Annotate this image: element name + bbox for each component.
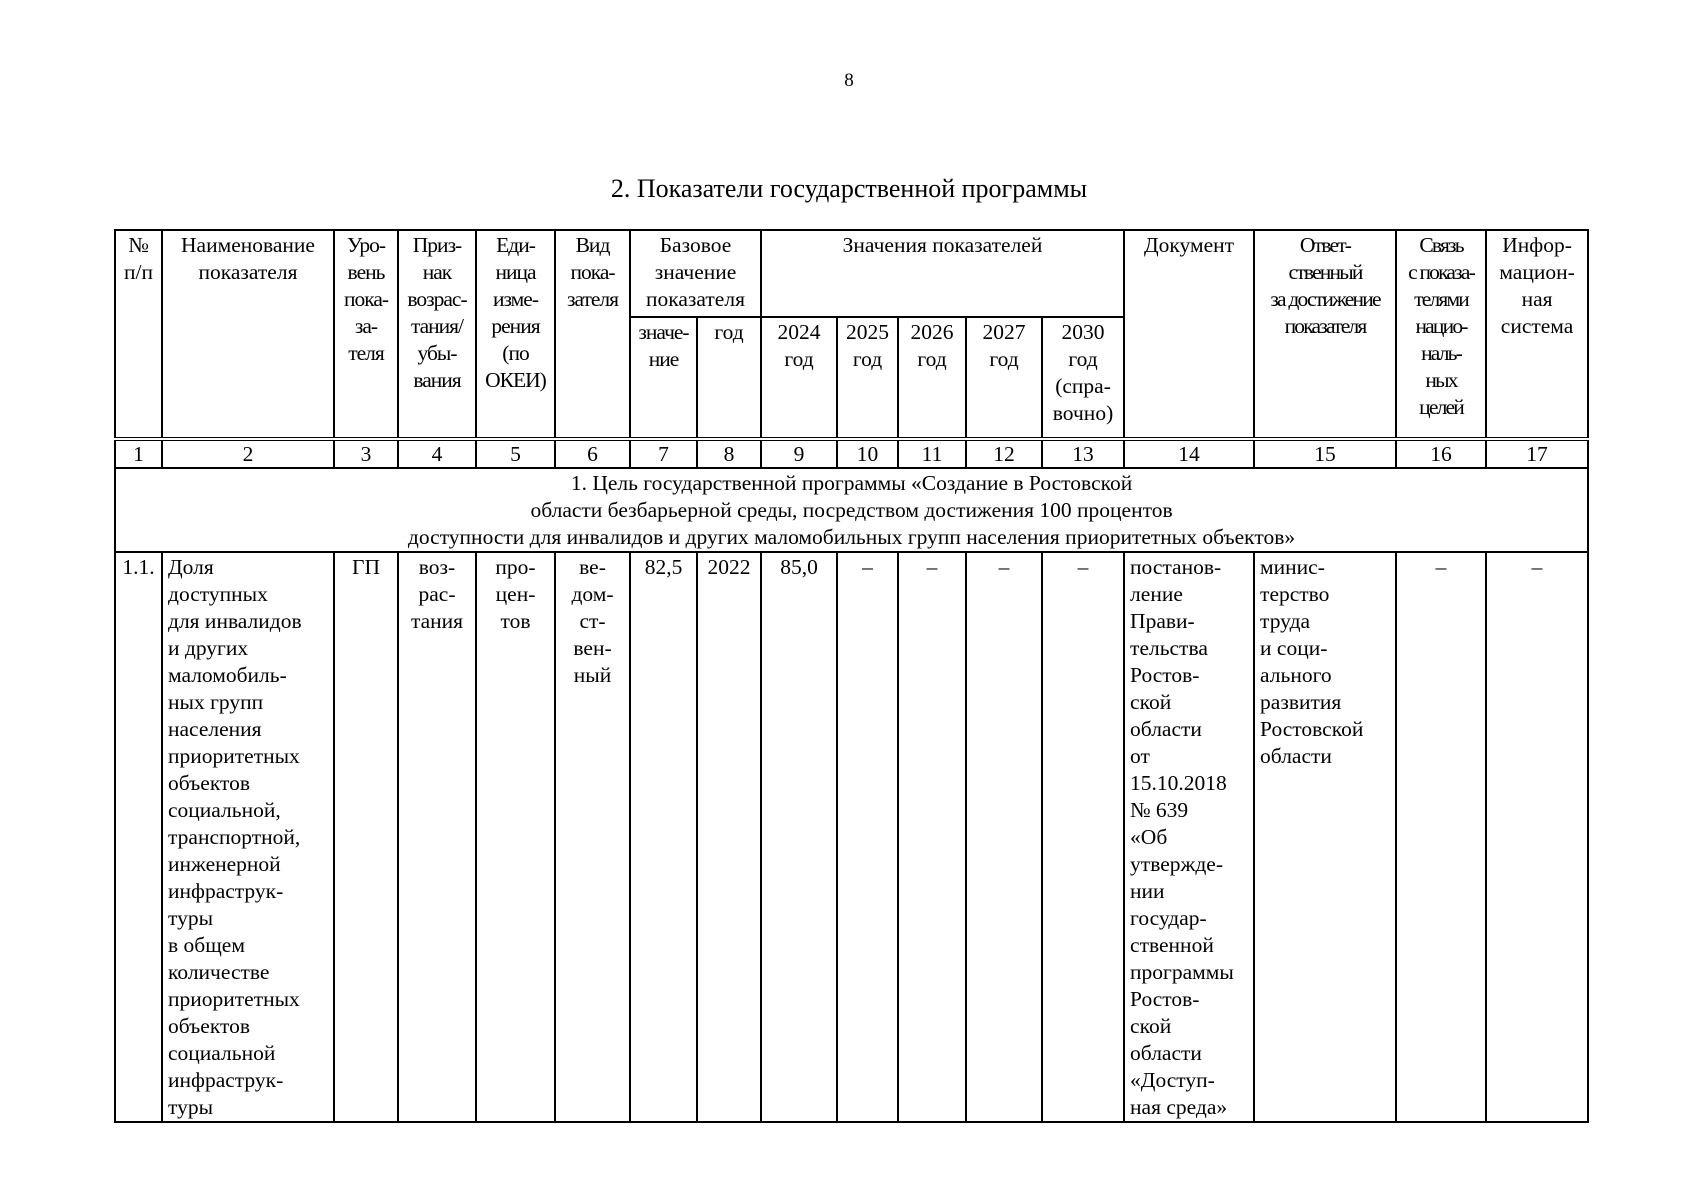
header-year-2030: 2030 год (спра- вочно)	[1042, 317, 1124, 439]
indicator-responsible: минис- терство труда и соци- ального развития Ростовской области	[1254, 552, 1396, 1122]
indicator-type: ве- дом- ст- вен- ный	[555, 552, 630, 1122]
indicator-level: ГП	[334, 552, 398, 1122]
column-number: 12	[966, 439, 1042, 468]
header-year-2026: 2026 год	[898, 317, 966, 439]
column-number: 5	[476, 439, 555, 468]
base-value: 82,5	[630, 552, 697, 1122]
header-base-year: год	[697, 317, 761, 439]
header-base: Базовое значение показателя	[630, 230, 761, 317]
column-number: 3	[334, 439, 398, 468]
column-number: 15	[1254, 439, 1396, 468]
column-number: 7	[630, 439, 697, 468]
header-sign: Приз- нак возрас- тания/ убы- вания	[398, 230, 476, 439]
indicator-document: постанов- ление Прави- тельства Ростов- ской области от 15.10.2018 № 639 «Об утвержде- нии государ- ственной программы Ростов- ской области «Доступ- ная среда»	[1124, 552, 1254, 1122]
section-title-row	[115, 468, 1588, 552]
column-number: 2	[162, 439, 334, 468]
column-number: 16	[1396, 439, 1486, 468]
column-number: 1	[115, 439, 162, 468]
column-number: 10	[837, 439, 898, 468]
column-number: 13	[1042, 439, 1124, 468]
header-num: № п/п	[115, 230, 162, 439]
header-responsible: Ответ- ственный за достижение показателя	[1254, 230, 1396, 439]
header-level: Уро- вень пока- за- теля	[334, 230, 398, 439]
header-type: Вид пока- зателя	[555, 230, 630, 439]
value-2024: 85,0	[761, 552, 837, 1122]
header-info-system: Инфор- мацион- ная система	[1486, 230, 1588, 439]
indicator-name: Доля доступных для инвалидов и других маломобиль- ных групп населения приоритетных объектов социальной, транспортной, инженерной инфраструк- туры в общем количестве приоритетных объектов социальной инфраструк- туры	[162, 552, 334, 1122]
header-base-value: значе- ние	[630, 317, 697, 439]
section-title: 1. Цель государственной программы «Создание в Ростовской области безбарьерной среды, посредством достижения 100 процентов доступности для инвалидов и других маломобильных групп населения приоритетных объектов»	[115, 468, 1588, 552]
base-year: 2022	[697, 552, 761, 1122]
row-num: 1.1.	[115, 552, 162, 1122]
column-number: 9	[761, 439, 837, 468]
value-2030: –	[1042, 552, 1124, 1122]
indicators-table	[114, 229, 1589, 1123]
column-number-row	[115, 439, 1588, 468]
header-unit: Еди- ница изме- рения (по ОКЕИ)	[476, 230, 555, 439]
header-year-2027: 2027 год	[966, 317, 1042, 439]
indicator-national-goal-link: –	[1396, 552, 1486, 1122]
indicator-sign: воз- рас- тания	[398, 552, 476, 1122]
indicator-unit: про- цен- тов	[476, 552, 555, 1122]
header-year-2025: 2025 год	[837, 317, 898, 439]
header-document: Документ	[1124, 230, 1254, 439]
page-title: 2. Показатели государственной программы	[610, 174, 1088, 203]
table-row	[115, 552, 1588, 1122]
header-link: Связь с показа- телями нацио- наль- ных целей	[1396, 230, 1486, 439]
column-number: 4	[398, 439, 476, 468]
value-2026: –	[898, 552, 966, 1122]
column-number: 11	[898, 439, 966, 468]
column-number: 14	[1124, 439, 1254, 468]
header-name: Наименование показателя	[162, 230, 334, 439]
table-header-row	[115, 230, 1588, 317]
page-number: 8	[844, 70, 854, 91]
header-year-2024: 2024 год	[761, 317, 837, 439]
column-number: 17	[1486, 439, 1588, 468]
value-2025: –	[837, 552, 898, 1122]
header-values: Значения показателей	[761, 230, 1124, 317]
column-number: 6	[555, 439, 630, 468]
column-number: 8	[697, 439, 761, 468]
indicator-info-system: –	[1486, 552, 1588, 1122]
value-2027: –	[966, 552, 1042, 1122]
